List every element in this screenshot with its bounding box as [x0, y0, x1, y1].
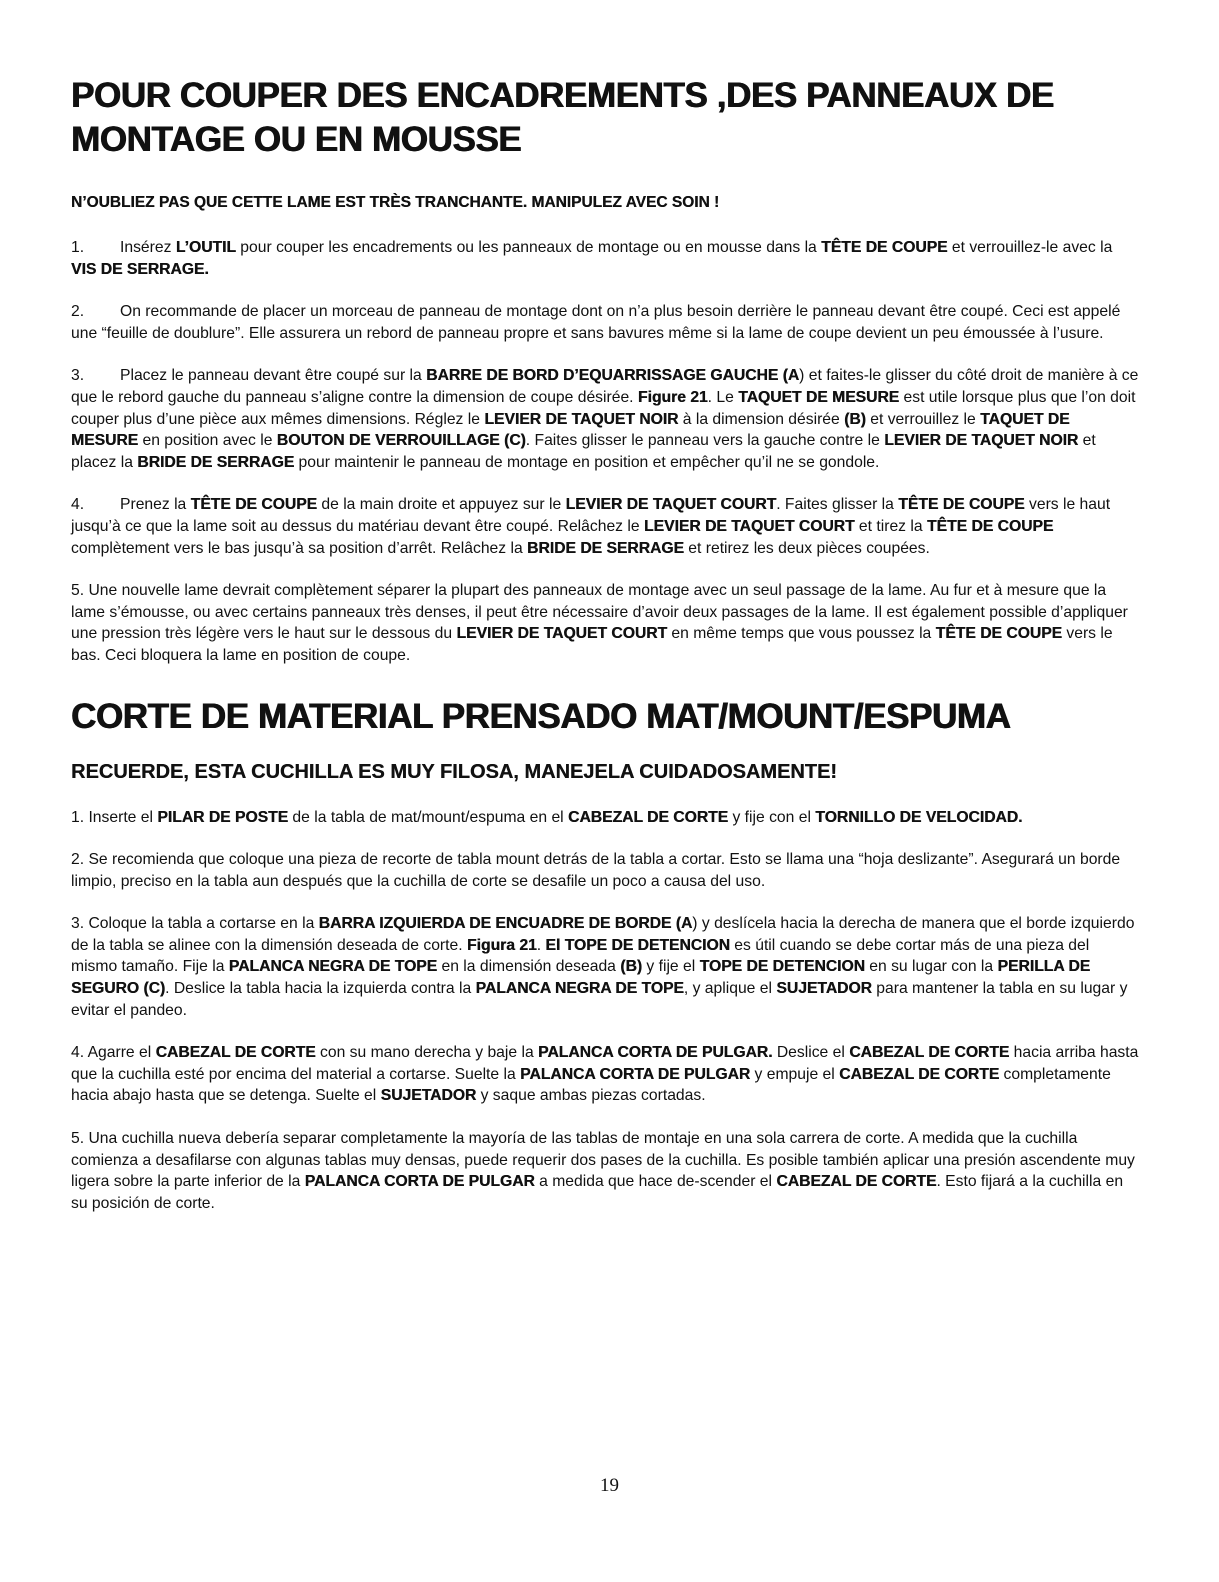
- bold-term: LEVIER DE TAQUET COURT: [565, 496, 777, 514]
- text-run: 4. Agarre el: [71, 1044, 156, 1062]
- text-run: es útil cuando se debe cortar más de una pieza del mismo tamaño. Fije la: [71, 936, 1090, 976]
- text-run: . Faites glisser la: [776, 496, 899, 514]
- bold-term: CABEZAL DE CORTE: [155, 1044, 316, 1062]
- text-run: . Faites glisser le panneau vers la gauche contre le: [525, 432, 885, 450]
- bold-term: LEVIER DE TAQUET COURT: [456, 625, 668, 643]
- text-run: et verrouillez-le avec la: [947, 239, 1113, 256]
- text-run: en su lugar con la: [864, 958, 998, 976]
- spanish-step-5: [71, 1128, 1139, 1214]
- text-run: y fije el: [642, 958, 700, 976]
- text-run: . Deslice la tabla hacia la izquierda contra la: [165, 980, 476, 998]
- text-run: y fije con el: [728, 808, 816, 826]
- bold-term: L’OUTIL: [175, 239, 236, 256]
- bold-term: TOPE DE DETENCION: [699, 958, 865, 976]
- bold-term: CABEZAL DE CORTE: [568, 808, 729, 826]
- french-step-3: [71, 365, 1139, 473]
- bold-term: PALANCA CORTA DE PULGAR: [520, 1065, 751, 1083]
- text-run: Deslice el: [772, 1044, 850, 1062]
- text-run: Placez le panneau devant être coupé sur la: [120, 367, 427, 385]
- bold-term: LEVIER DE TAQUET COURT: [643, 517, 855, 535]
- bold-term: El TOPE DE DETENCION: [545, 936, 730, 954]
- bold-term: PALANCA CORTA DE PULGAR.: [538, 1044, 773, 1062]
- bold-term: TÊTE DE COUPE: [190, 496, 318, 514]
- text-run: . Le: [707, 388, 739, 406]
- spanish-step-2: [71, 849, 1139, 892]
- text-run: et retirez les deux pièces coupées.: [683, 539, 930, 557]
- bold-term: BARRA IZQUIERDA DE ENCUADRE DE BORDE (A: [318, 915, 693, 933]
- bold-term: PALANCA CORTA DE PULGAR: [304, 1173, 535, 1191]
- text-run: 5. Une nouvelle lame devrait complètement séparer la plupart des panneaux de montage avec un seul passage de la lame. Au fur et à mesure que la lame s’émousse, ou avec certains panneaux très denses, il peut être nécessaire d’avoir deux passages de la lame. Il est également possible d’appliquer une pression très légère vers le haut sur le dessous du: [71, 582, 1128, 643]
- text-run: pour couper les encadrements ou les panneaux de montage ou en mousse dans la: [235, 239, 822, 256]
- french-step-1: [71, 237, 1139, 280]
- bold-term: VIS DE SERRAGE.: [71, 260, 209, 278]
- french-section-title: POUR COUPER DES ENCADREMENTS ,DES PANNEAUX DE MONTAGE OU EN MOUSSE: [71, 76, 1054, 159]
- french-steps: [71, 237, 1139, 667]
- text-run: ) y deslícela hacia la derecha de manera que el borde izquierdo de la tabla se alinee con la dimensión deseada de corte.: [71, 915, 1135, 954]
- bold-term: TÊTE DE COUPE: [935, 625, 1063, 643]
- step-number: 1.: [71, 239, 85, 256]
- text-run: para mantener la tabla en su lugar y evitar el pandeo.: [71, 980, 1128, 1019]
- french-warning: N’OUBLIEZ PAS QUE CETTE LAME EST TRÈS TRANCHANTE. MANIPULEZ AVEC SOIN !: [71, 194, 720, 211]
- text-run: 3. Coloque la tabla a cortarse en la: [71, 915, 319, 933]
- bold-term: SUJETADOR: [776, 980, 872, 998]
- bold-term: BRIDE DE SERRAGE: [527, 539, 684, 557]
- bold-term: Figura 21: [466, 936, 537, 954]
- bold-term: PALANCA NEGRA DE TOPE: [475, 980, 684, 998]
- spanish-section-title: CORTE DE MATERIAL PRENSADO MAT/MOUNT/ESPUMA: [71, 696, 1011, 736]
- bold-term: TAQUET DE MESURE: [71, 410, 1070, 450]
- text-run: et verrouillez le: [865, 410, 981, 428]
- text-run: est utile lorsque plus que l’on doit couper plus d’une pièce aux mêmes dimensions. Réglez le: [71, 388, 1136, 428]
- text-run: Prenez la: [120, 496, 191, 514]
- text-run: en la dimensión deseada: [437, 958, 621, 976]
- text-run: con su mano derecha y baje la: [315, 1044, 539, 1062]
- french-step-2: [71, 301, 1139, 344]
- bold-term: TAQUET DE MESURE: [738, 388, 900, 406]
- bold-term: TÊTE DE COUPE: [926, 517, 1054, 535]
- spanish-step-1: [71, 807, 1139, 829]
- bold-term: CABEZAL DE CORTE: [776, 1173, 937, 1191]
- bold-term: CABEZAL DE CORTE: [849, 1044, 1010, 1062]
- spanish-steps: [71, 807, 1139, 1215]
- bold-term: PILAR DE POSTE: [157, 808, 289, 826]
- spanish-warning: RECUERDE, ESTA CUCHILLA ES MUY FILOSA, MANEJELA CUIDADOSAMENTE!: [71, 760, 837, 783]
- text-run: 1. Inserte el: [71, 808, 158, 826]
- text-run: completamente hacia abajo hasta que se detenga. Suelte el: [71, 1065, 1111, 1105]
- text-run: 2. Se recomienda que coloque una pieza de recorte de tabla mount detrás de la tabla a cortar. Esto se llama una “hoja deslizante”. Asegurará un borde limpio, preciso en la tabla aun después que la cuchilla de corte se desafile un poco a causa del uso.: [71, 851, 1121, 890]
- text-run: a medida que hace de-scender el: [534, 1173, 777, 1191]
- text-run: . Esto fijará a la cuchilla en su posición de corte.: [71, 1173, 1124, 1212]
- page-number: 19: [600, 1475, 619, 1496]
- french-step-4: [71, 494, 1139, 559]
- text-run: .: [536, 936, 546, 954]
- bold-term: (B): [844, 410, 866, 428]
- bold-term: TÊTE DE COUPE: [898, 496, 1025, 514]
- text-run: On recommande de placer un morceau de panneau de montage dont on n’a plus besoin derrière le panneau devant être coupé. Ceci est appelé une “feuille de doublure”. Elle assurera un rebord de panneau propre et sans bavures même si la lame de coupe devient un peu émoussée à l’usure.: [71, 303, 1121, 342]
- text-run: vers le bas. Ceci bloquera la lame en position de coupe.: [71, 625, 1113, 664]
- text-run: pour maintenir le panneau de montage en position et empêcher qu’il ne se gondole.: [294, 453, 880, 471]
- french-step-5: [71, 580, 1139, 666]
- document-page: [71, 74, 1139, 1235]
- text-run: ) et faites-le glisser du côté droit de manière à ce que le rebord gauche du panneau s’aligne contre la dimension de coupe désirée.: [71, 367, 1139, 406]
- text-run: , y aplique el: [683, 980, 777, 998]
- text-run: y empuje el: [750, 1065, 840, 1083]
- text-run: hacia arriba hasta que la cuchilla esté por encima del material a cortarse. Suelte la: [71, 1044, 1139, 1083]
- text-run: de la main droite et appuyez sur le: [317, 496, 566, 514]
- bold-term: (B): [620, 958, 643, 976]
- step-number: 2.: [71, 303, 85, 321]
- bold-term: TORNILLO DE VELOCIDAD.: [815, 808, 1023, 826]
- bold-term: CABEZAL DE CORTE: [839, 1065, 1000, 1083]
- spanish-step-4: [71, 1042, 1139, 1107]
- text-run: et tirez la: [854, 517, 927, 535]
- text-run: à la dimension désirée: [678, 410, 845, 428]
- text-run: de la tabla de mat/mount/espuma en el: [288, 808, 569, 826]
- bold-term: PALANCA NEGRA DE TOPE: [228, 958, 438, 976]
- text-run: et placez la: [71, 432, 1096, 471]
- bold-term: PERILLA DE SEGURO (C): [71, 958, 1091, 998]
- bold-term: Figure 21: [637, 388, 708, 406]
- text-run: en même temps que vous poussez la: [667, 625, 936, 643]
- text-run: en position avec le: [138, 432, 277, 450]
- step-number: 4.: [71, 496, 85, 514]
- bold-term: BRIDE DE SERRAGE: [137, 453, 295, 471]
- text-run: y saque ambas piezas cortadas.: [476, 1087, 706, 1105]
- bold-term: BARRE DE BORD D’EQUARRISSAGE GAUCHE (A: [426, 367, 800, 385]
- text-run: 5. Una cuchilla nueva debería separar completamente la mayoría de las tablas de montaje en una sola carrera de corte. A medida que la cuchilla comienza a desafilarse con algunas tablas muy densas, puede requerir dos pases de la cuchilla. Es posible también aplicar una presión ascendente muy ligera sobre la parte inferior de la: [71, 1130, 1135, 1191]
- bold-term: LEVIER DE TAQUET NOIR: [884, 432, 1079, 450]
- step-number: 3.: [71, 367, 85, 385]
- bold-term: SUJETADOR: [380, 1087, 477, 1105]
- spanish-step-3: [71, 913, 1139, 1021]
- bold-term: LEVIER DE TAQUET NOIR: [484, 410, 679, 428]
- text-run: complètement vers le bas jusqu’à sa position d’arrêt. Relâchez la: [71, 539, 528, 557]
- bold-term: BOUTON DE VERROUILLAGE (C): [276, 432, 526, 450]
- text-run: Insérez: [120, 239, 176, 256]
- text-run: vers le haut jusqu’à ce que la lame soit au dessus du matériau devant être coupé. Relâchez le: [71, 496, 1111, 535]
- bold-term: TÊTE DE COUPE: [821, 239, 948, 256]
